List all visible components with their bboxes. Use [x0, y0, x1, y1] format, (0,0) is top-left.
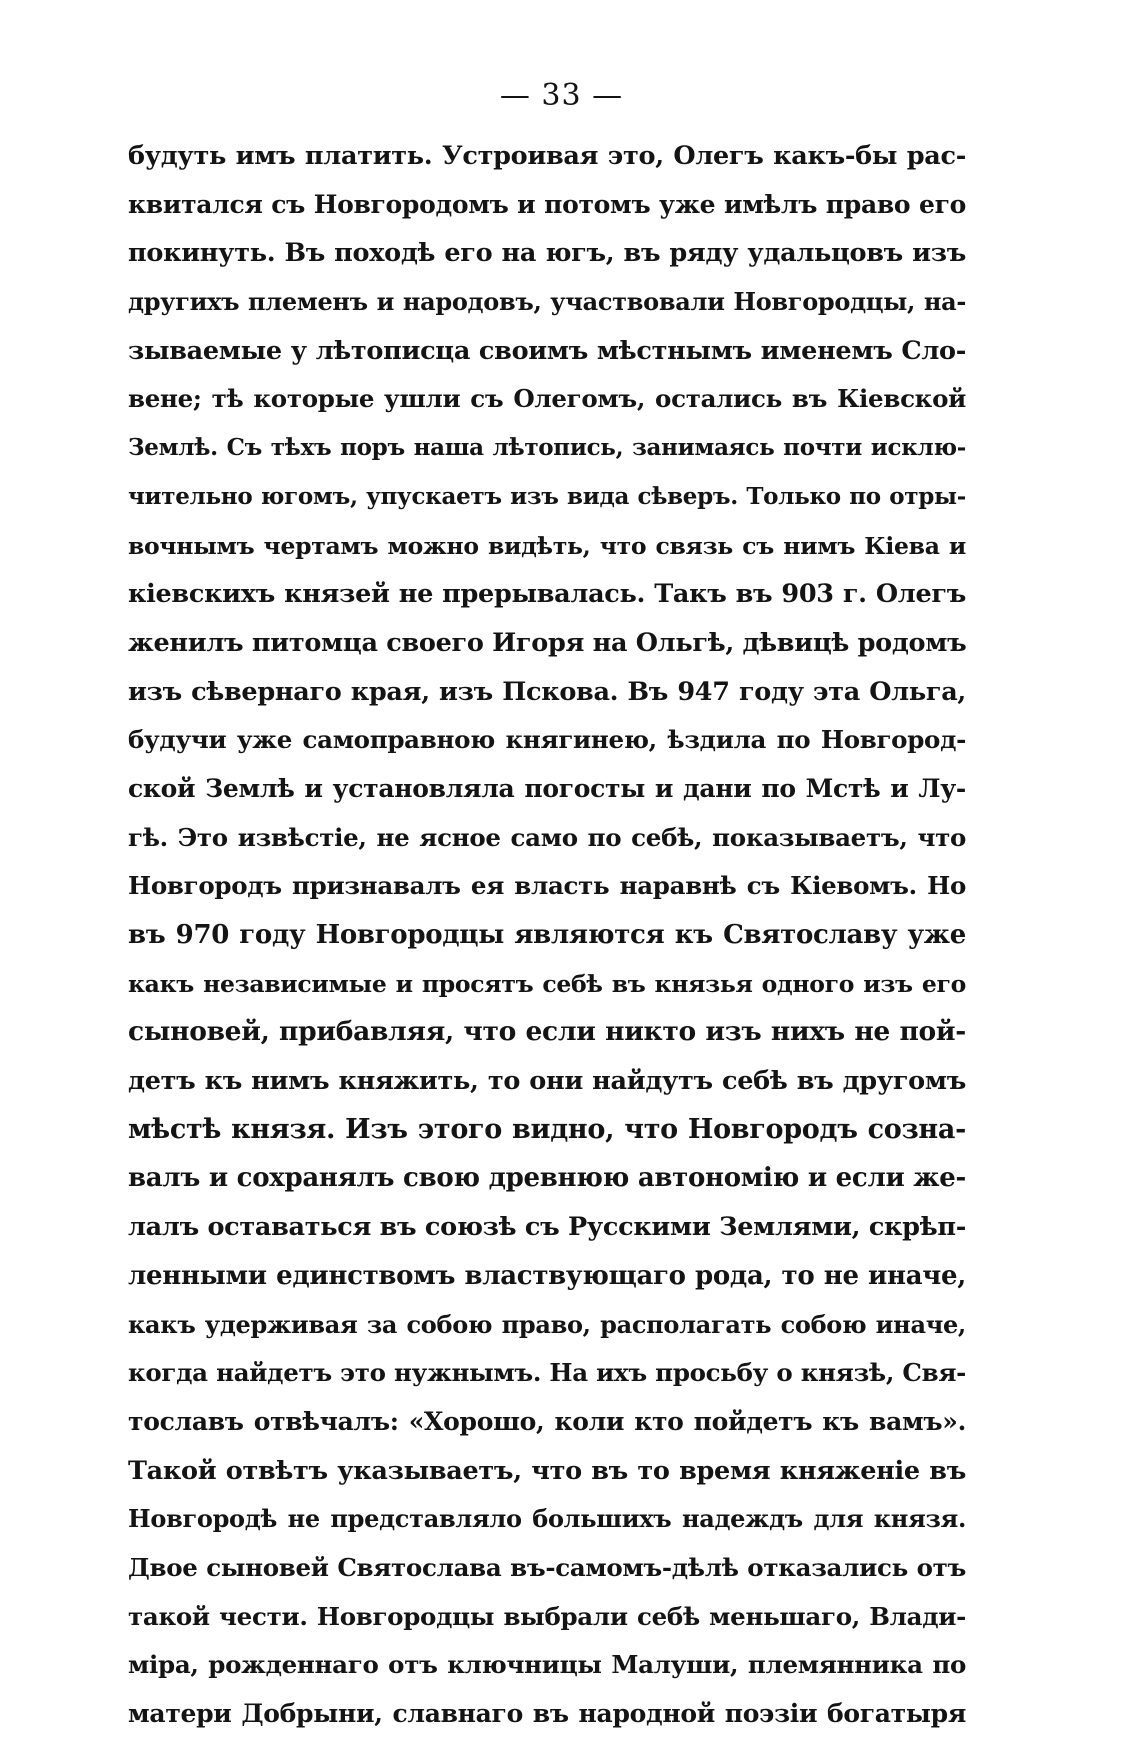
text-line: Землѣ. Съ тѣхъ поръ наша лѣтопись, занимаясь почти исклю-: [128, 434, 966, 462]
text-line: чительно югомъ, упускаетъ изъ вида сѣверъ. Только по отры-: [128, 482, 966, 510]
text-line: зываемые у лѣтописца своимъ мѣстнымъ именемъ Сло-: [128, 335, 966, 366]
text-line: женилъ питомца своего Игоря на Ольгѣ, дѣвицѣ родомъ: [128, 627, 966, 658]
body-text: [128, 132, 966, 1739]
text-line: вочнымъ чертамъ можно видѣть, что связь съ нимъ Кіева и: [128, 531, 966, 560]
text-line: Новгородъ признавалъ ея власть наравнѣ съ Кіевомъ. Но: [128, 871, 966, 901]
text-line: лалъ оставаться въ союзѣ съ Русскими Землями, скрѣп-: [128, 1212, 966, 1243]
text-line: сыновей, прибавляя, что если никто изъ нихъ не пой-: [128, 1016, 966, 1048]
text-line: будучи уже самоправною княгинею, ѣздила по Новгород-: [128, 725, 966, 755]
text-line: другихъ племенъ и народовъ, участвовали Новгородцы, на-: [128, 287, 966, 317]
text-line: міра, рожденнаго отъ ключницы Малуши, племянника по: [128, 1650, 966, 1680]
text-line: вене; тѣ которые ушли съ Олегомъ, остались въ Кіевской: [128, 384, 966, 414]
text-line: изъ сѣвернаго края, изъ Пскова. Въ 947 году эта Ольга,: [128, 676, 966, 707]
text-line: когда найдетъ это нужнымъ. На ихъ просьбу о князѣ, Свя-: [128, 1358, 966, 1388]
text-line: матери Добрыни, славнаго въ народной поэзіи богатыря: [128, 1699, 966, 1728]
text-line: квитался съ Новгородомъ и потомъ уже имѣлъ право его: [128, 189, 966, 219]
text-line: такой чести. Новгородцы выбрали себѣ меньшаго, Влади-: [128, 1601, 966, 1631]
text-line: мѣстѣ князя. Изъ этого видно, что Новгородъ созна-: [128, 1113, 966, 1145]
text-line: Двое сыновей Святослава въ-самомъ-дѣлѣ отказались отъ: [128, 1552, 966, 1582]
text-line: ской Землѣ и установляла погосты и дани по Мстѣ и Лу-: [128, 773, 966, 803]
text-line: Новгородѣ не представляло большихъ надеждъ для князя.: [128, 1504, 966, 1534]
text-line: какъ удерживая за собою право, располагать собою иначе,: [128, 1309, 966, 1339]
page-number: — 33 —: [499, 78, 624, 113]
text-line: валъ и сохранялъ свою древнюю автономію и если же-: [128, 1163, 966, 1194]
text-line: покинуть. Въ походѣ его на югъ, въ ряду удальцовъ изъ: [128, 238, 966, 269]
text-line: какъ независимые и просятъ себѣ въ князья одного изъ его: [128, 969, 966, 998]
text-line: Такой отвѣтъ указываетъ, что въ то время княженіе въ: [128, 1455, 966, 1486]
text-line: детъ къ нимъ княжить, то они найдутъ себѣ въ другомъ: [128, 1066, 966, 1097]
text-line: ленными единствомъ властвующаго рода, то не иначе,: [128, 1260, 966, 1291]
text-line: тославъ отвѣчалъ: «Хорошо, коли кто пойдетъ къ вамъ».: [128, 1406, 966, 1436]
text-line: гѣ. Это извѣстіе, не ясное само по себѣ, показываетъ, что: [128, 822, 966, 852]
text-line: въ 970 году Новгородцы являются къ Святославу уже: [128, 920, 966, 950]
text-line: будуть имъ платить. Устроивая это, Олегъ какъ-бы рас-: [128, 141, 966, 171]
text-line: кіевскихъ князей не прерывалась. Такъ въ 903 г. Олегъ: [128, 579, 966, 610]
